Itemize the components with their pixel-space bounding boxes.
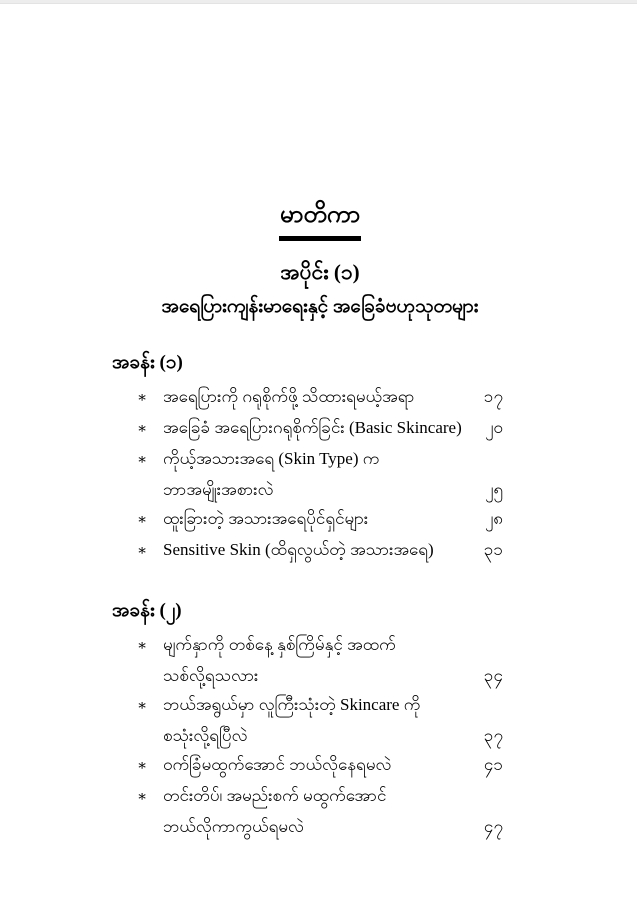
- title-underline: [279, 236, 361, 241]
- toc-item-text: ဘာအမျိုးအစားလဲ: [163, 480, 274, 499]
- toc-page-number: ၁၇: [483, 387, 503, 406]
- toc-row: [112, 444, 528, 475]
- toc-row: [112, 630, 528, 661]
- chapter-2-heading: အခန်း (၂): [112, 600, 182, 621]
- toc-row-continuation: [112, 721, 528, 750]
- toc-page-number: ၂၈: [484, 509, 503, 528]
- toc-item-text: ဘယ်အရွယ်မှာ လူကြီးသုံးတဲ့ Skincare ကို: [163, 695, 421, 714]
- toc-page-number: ၂၅: [485, 480, 503, 499]
- toc-item-text: Sensitive Skin (ထိရှလွယ်တဲ့ အသားအရေ): [163, 540, 434, 559]
- toc-page-number: ၄၇: [483, 817, 503, 836]
- toc-page-number: ၃၇: [483, 726, 503, 745]
- toc-item-text: ဘယ်လိုကာကွယ်ရမလဲ: [163, 817, 304, 836]
- asterisk-bullet-icon: ∗: [137, 452, 148, 468]
- toc-row: [112, 504, 528, 535]
- toc-row-continuation: [112, 661, 528, 690]
- toc-page-number: ၃၄: [483, 666, 503, 685]
- asterisk-bullet-icon: ∗: [137, 698, 148, 714]
- toc-page-number: ၄၁: [483, 755, 503, 774]
- toc-page-number: ၂၀: [485, 418, 503, 437]
- toc-item-text: သစ်လို့ရသလား: [163, 666, 259, 685]
- toc-item-text: မျက်နှာကို တစ်နေ့ နှစ်ကြိမ်နှင့် အထက်: [163, 635, 396, 654]
- asterisk-bullet-icon: ∗: [137, 512, 148, 528]
- asterisk-bullet-icon: ∗: [137, 390, 148, 406]
- toc-row: [112, 535, 528, 566]
- toc-row: [112, 750, 528, 781]
- toc-row-continuation: [112, 812, 528, 841]
- toc-row-continuation: [112, 475, 528, 504]
- asterisk-bullet-icon: ∗: [137, 638, 148, 654]
- toc-item-text: ထူးခြားတဲ့ အသားအရေပိုင်ရှင်များ: [163, 509, 369, 528]
- asterisk-bullet-icon: ∗: [137, 789, 148, 805]
- toc-row: [112, 690, 528, 721]
- toc-item-text: အခြေခံ အရေပြားဂရုစိုက်ခြင်း (Basic Skincare): [163, 418, 462, 437]
- asterisk-bullet-icon: ∗: [137, 421, 148, 437]
- chapter-1-heading: အခန်း (၁): [112, 352, 183, 373]
- part-heading: အပိုင်း (၁): [280, 260, 360, 284]
- toc-content: [0, 4, 637, 841]
- asterisk-bullet-icon: ∗: [137, 758, 148, 774]
- toc-title: မာတိကာ: [279, 202, 361, 228]
- toc-item-text: အရေပြားကို ဂရုစိုက်ဖို့ သိထားရမယ့်အရာ: [163, 387, 415, 406]
- toc-row: [112, 382, 528, 413]
- toc-row: [112, 413, 528, 444]
- toc-item-text: တင်းတိပ်၊ အမည်းစက် မထွက်အောင်: [163, 786, 387, 805]
- toc-row: [112, 781, 528, 812]
- toc-item-text: စသုံးလို့ရပြီလဲ: [163, 726, 248, 745]
- toc-page-number: ၃၁: [483, 540, 503, 559]
- part-subtitle: အရေပြားကျန်းမာရေးနှင့် အခြေခံဗဟုသုတများ: [161, 296, 479, 317]
- toc-item-text: ဝက်ခြံမထွက်အောင် ဘယ်လိုနေရမလဲ: [163, 755, 392, 774]
- toc-item-text: ကိုယ့်အသားအရေ (Skin Type) က: [163, 449, 380, 468]
- asterisk-bullet-icon: ∗: [137, 543, 148, 559]
